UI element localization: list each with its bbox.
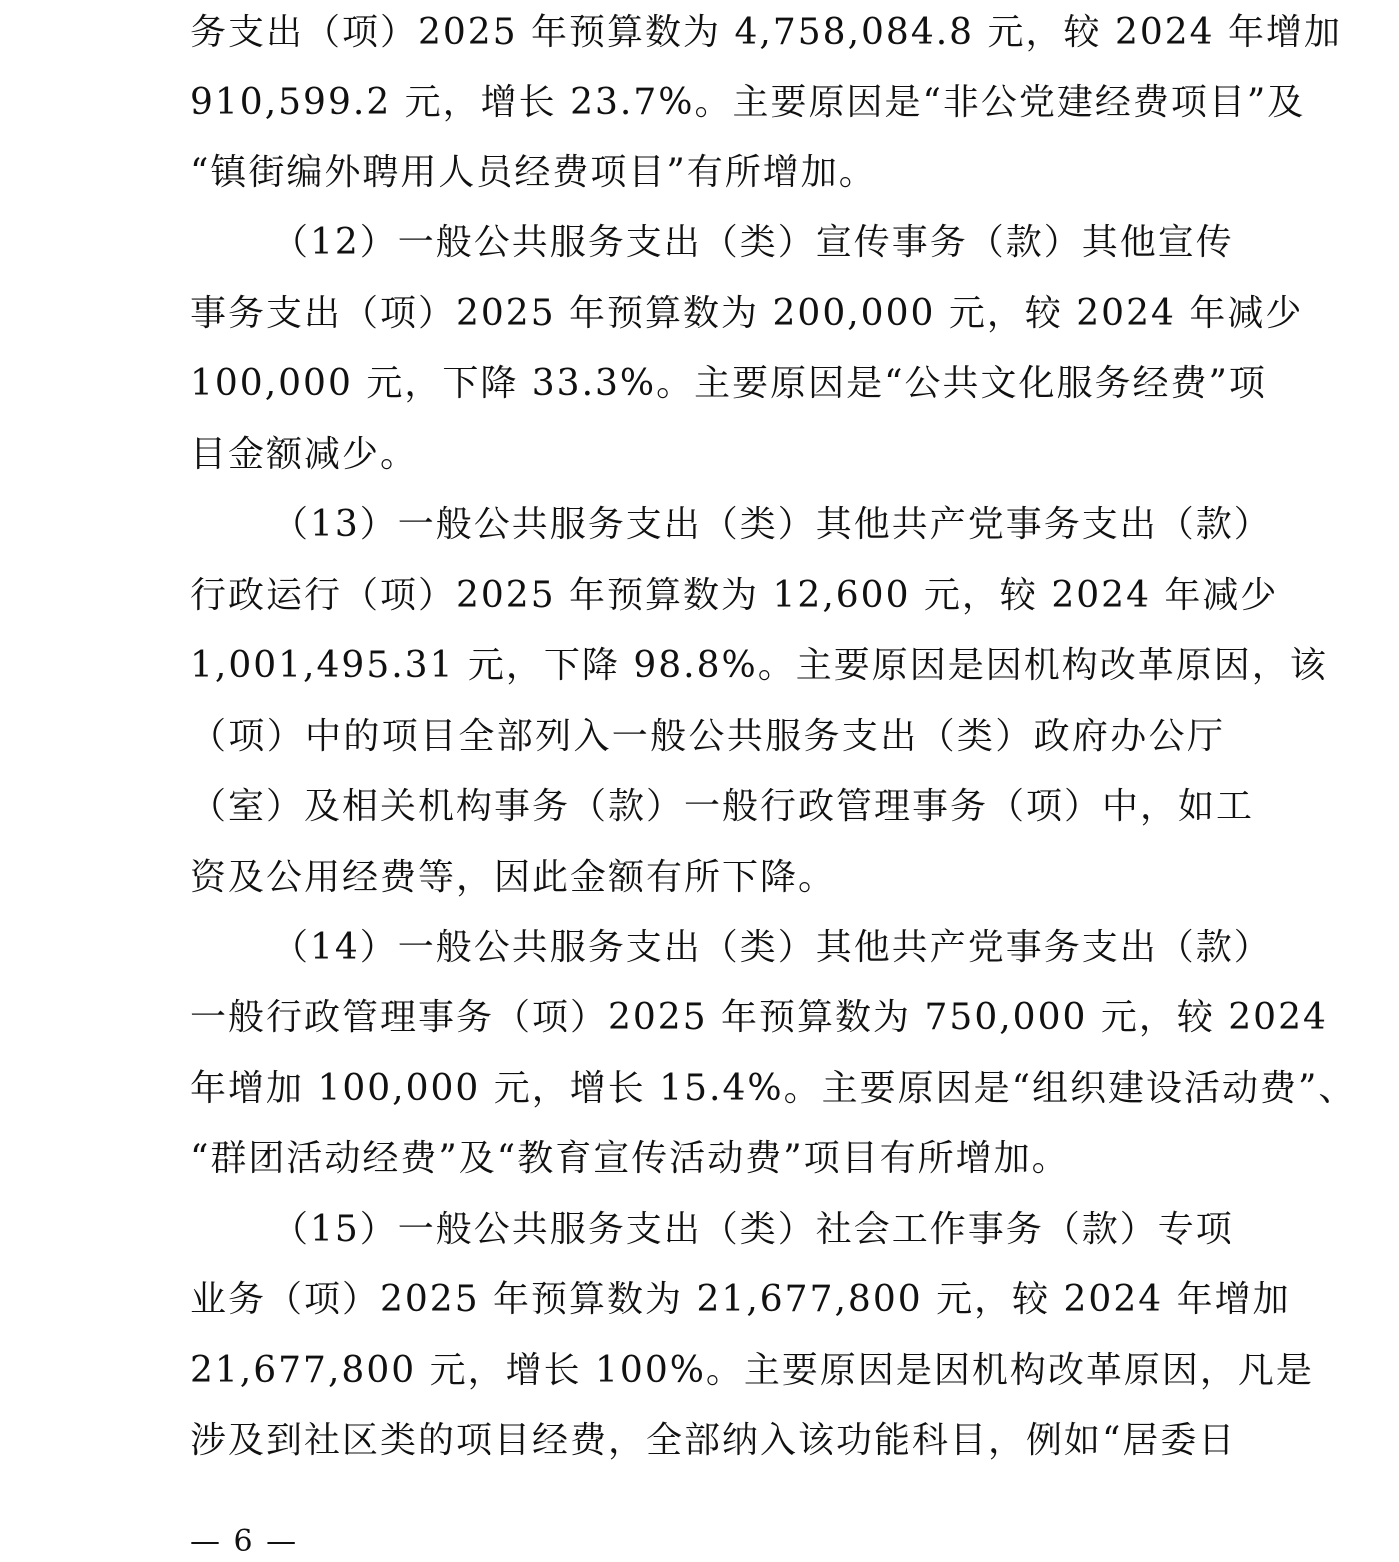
text-line: 一般行政管理事务（项）2025 年预算数为 750,000 元，较 2024	[190, 997, 1328, 1038]
page-number: — 6 —	[190, 1524, 299, 1559]
text-line: 100,000 元，下降 33.3%。主要原因是“公共文化服务经费”项	[190, 363, 1267, 404]
paragraph-14-first-line: （14）一般公共服务支出（类）其他共产党事务支出（款）	[272, 927, 1272, 968]
text-line: 务支出（项）2025 年预算数为 4,758,084.8 元，较 2024 年增加	[190, 12, 1343, 53]
text-line: “镇街编外聘用人员经费项目”有所增加。	[190, 152, 877, 193]
text-line: “群团活动经费”及“教育宣传活动费”项目有所增加。	[190, 1138, 1070, 1179]
text-line: 910,599.2 元，增长 23.7%。主要原因是“非公党建经费项目”及	[190, 82, 1306, 123]
text-line: 资及公用经费等，因此金额有所下降。	[190, 857, 837, 898]
paragraph-15-first-line: （15）一般公共服务支出（类）社会工作事务（款）专项	[272, 1209, 1234, 1250]
paragraph-13-first-line: （13）一般公共服务支出（类）其他共产党事务支出（款）	[272, 504, 1272, 545]
paragraph-12-first-line: （12）一般公共服务支出（类）宣传事务（款）其他宣传	[272, 222, 1234, 263]
text-line: 业务（项）2025 年预算数为 21,677,800 元，较 2024 年增加	[190, 1279, 1291, 1320]
text-line: 行政运行（项）2025 年预算数为 12,600 元，较 2024 年减少	[190, 575, 1279, 616]
text-line: 涉及到社区类的项目经费，全部纳入该功能科目，例如“居委日	[190, 1420, 1237, 1461]
text-line: 事务支出（项）2025 年预算数为 200,000 元，较 2024 年减少	[190, 293, 1304, 334]
text-line: （室）及相关机构事务（款）一般行政管理事务（项）中，如工	[190, 786, 1255, 827]
text-line: 21,677,800 元，增长 100%。主要原因是因机构改革原因，凡是	[190, 1350, 1314, 1391]
text-line: 1,001,495.31 元，下降 98.8%。主要原因是因机构改革原因，该	[190, 645, 1328, 686]
text-line: （项）中的项目全部列入一般公共服务支出（类）政府办公厅	[190, 716, 1225, 757]
text-line: 年增加 100,000 元，增长 15.4%。主要原因是“组织建设活动费”、	[190, 1068, 1357, 1109]
text-line: 目金额减少。	[190, 434, 419, 475]
